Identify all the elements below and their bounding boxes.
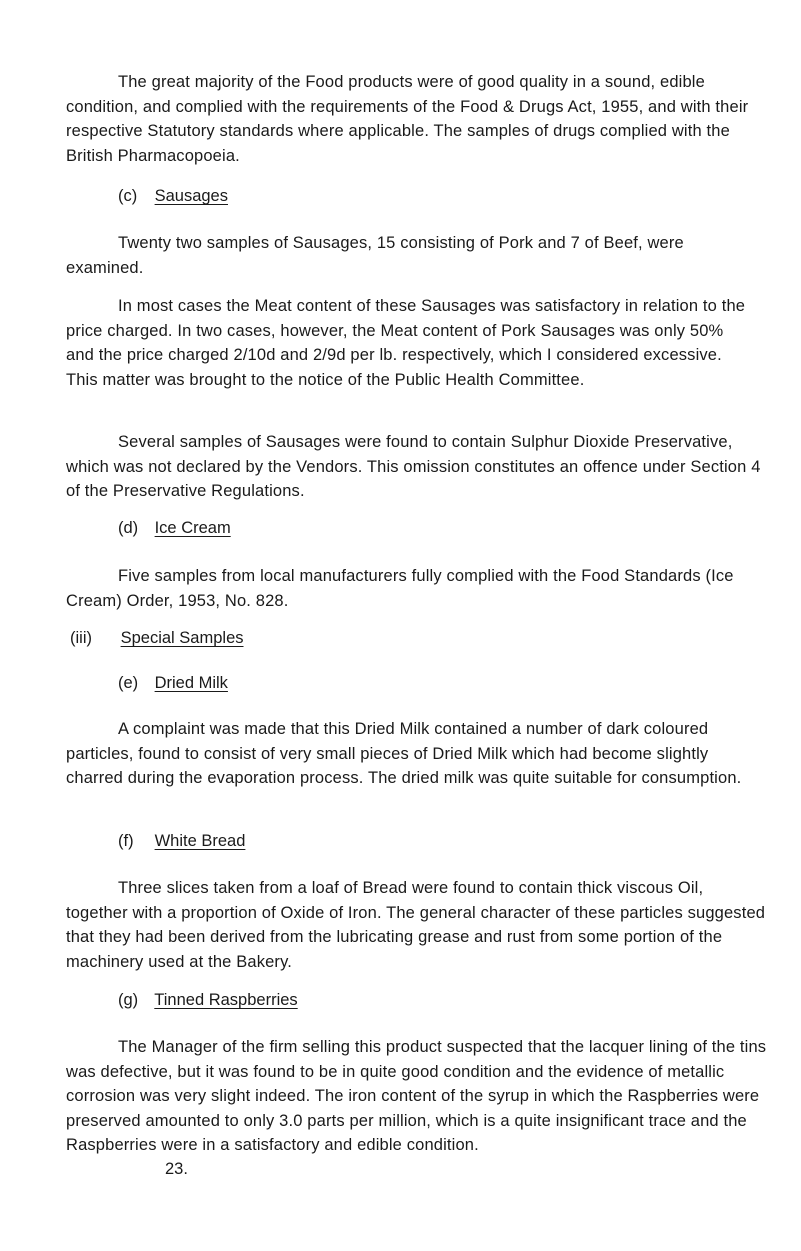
heading-label: (d): [118, 519, 139, 537]
sausages-paragraph-3: Several samples of Sausages were found to contain Sulphur Dioxide Preservative, which was not declared by the Vendors. This omission constitutes an offence under Section 4 of the Preservative Regulations.: [66, 433, 761, 500]
sausages-paragraph-1: Twenty two samples of Sausages, 15 consisting of Pork and 7 of Beef, were examined.: [66, 234, 684, 277]
heading-title: Special Samples: [120, 629, 244, 647]
heading-dried-milk: [118, 671, 228, 695]
heading-title: Dried Milk: [154, 674, 228, 692]
heading-title: White Bread: [154, 832, 246, 850]
heading-white-bread: [118, 829, 245, 853]
heading-title: Tinned Raspberries: [154, 991, 298, 1009]
sausages-paragraph-2: In most cases the Meat content of these Sausages was satisfactory in relation to the price charged. In two cases, however, the Meat content of Pork Sausages was only 50% and the price charged 2/10d and 2/9d per lb. respectively, which I considered excessive. This matter was brought to the notice of the Public Health Committee.: [66, 297, 746, 389]
heading-label: (g): [118, 991, 139, 1009]
heading-label: (c): [118, 187, 138, 205]
heading-title: Ice Cream: [154, 519, 231, 537]
tinned-raspberries-paragraph: The Manager of the firm selling this product suspected that the lacquer lining of the tins was defective, but it was found to be in quite good condition and the evidence of metallic corrosion was very slight indeed. The iron content of the syrup in which the Raspberries were preserved amounted to only 3.0 parts per million, which is a quite insignificant trace and the Raspberries were in a satisfactory and edible condition.: [66, 1038, 767, 1154]
heading-tinned-raspberries: [118, 988, 298, 1012]
ice-cream-paragraph: Five samples from local manufacturers fully complied with the Food Standards (Ice Cream) Order, 1953, No. 828.: [66, 567, 734, 610]
heading-ice-cream: [118, 516, 231, 540]
heading-label: (e): [118, 674, 139, 692]
page-number: 23.: [165, 1160, 188, 1178]
heading-title: Sausages: [154, 187, 228, 205]
heading-label: (iii): [70, 629, 92, 647]
heading-label: (f): [118, 832, 134, 850]
heading-special-samples: [70, 626, 244, 650]
intro-paragraph: The great majority of the Food products were of good quality in a sound, edible condition, and complied with the requirements of the Food & Drugs Act, 1955, and with their respective Statutory standards where applicable. The samples of drugs complied with the British Pharmacopoeia.: [66, 73, 749, 165]
dried-milk-paragraph: A complaint was made that this Dried Milk contained a number of dark coloured particles, found to consist of very small pieces of Dried Milk which had become slightly charred during the evaporation process. The dried milk was quite suitable for consumption.: [66, 720, 742, 787]
heading-sausages: [118, 184, 228, 208]
white-bread-paragraph: Three slices taken from a loaf of Bread were found to contain thick viscous Oil, together with a proportion of Oxide of Iron. The general character of these particles suggested that they had been derived from the lubricating grease and rust from some portion of the machinery used at the Bakery.: [66, 879, 766, 971]
